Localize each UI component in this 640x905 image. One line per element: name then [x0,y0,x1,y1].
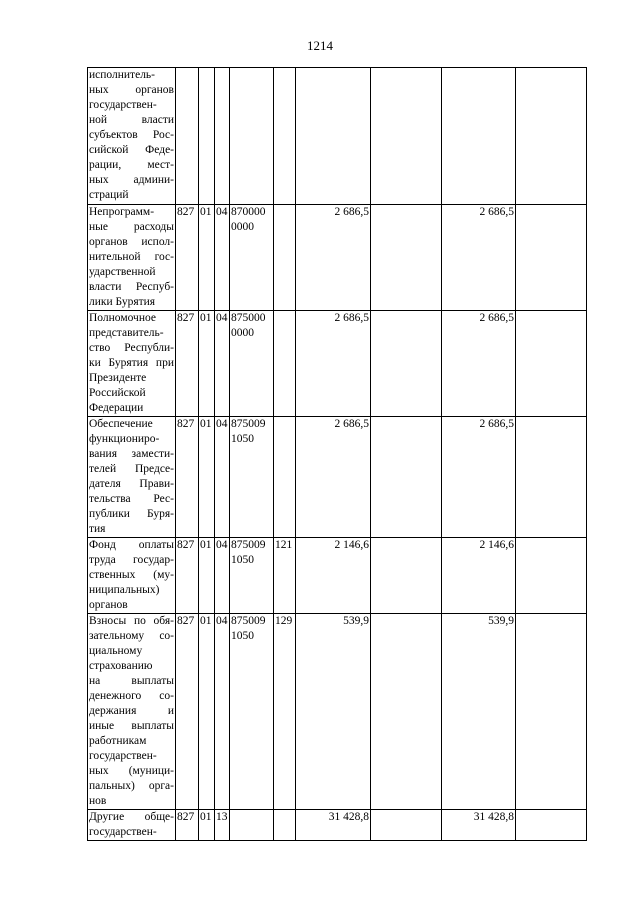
table-row [88,205,587,311]
empty-cell [516,417,587,538]
row-name [88,614,176,810]
row-name-line: ных (муници- [89,765,174,777]
amount-2: 2 146,6 [442,538,516,614]
amount-2: 31 428,8 [442,810,516,841]
row-name [88,810,176,841]
row-name-line: Полномочное [89,312,156,324]
row-name-line: государствен- [89,99,157,111]
target-article-code [230,68,274,205]
amount-2 [442,68,516,205]
expense-type-code [274,417,296,538]
row-name-line: ство Республи- [89,342,174,354]
expense-type-code [274,205,296,311]
empty-cell [516,205,587,311]
amount-1: 2 686,5 [296,205,371,311]
subsection-code: 04 [215,538,230,614]
row-name-line: Президенте [89,372,147,384]
table-body [88,68,587,841]
row-name-line: Федерации [89,402,144,414]
table-row [88,417,587,538]
ministry-code: 827 [176,205,199,311]
subsection-code: 04 [215,614,230,810]
expense-type-code: 129 [274,614,296,810]
row-name-line: циальному [89,645,143,657]
empty-cell [516,614,587,810]
section-code: 01 [199,614,215,810]
subsection-code [215,68,230,205]
row-name-line: органов [89,599,128,611]
subsection-code: 04 [215,205,230,311]
target-article-code [230,205,274,311]
row-name-line: ные расходы [89,221,174,233]
row-name-line: Российской [89,387,146,399]
row-name [88,311,176,417]
target-article-line: 1050 [231,630,254,642]
row-name-line: Взносы по обя- [89,615,174,627]
amount-1 [296,68,371,205]
ministry-code: 827 [176,417,199,538]
row-name-line: ной власти [89,114,174,126]
table-row [88,614,587,810]
empty-cell [371,311,442,417]
section-code: 01 [199,417,215,538]
ministry-code: 827 [176,810,199,841]
row-name-line: государствен- [89,826,157,838]
row-name-line: иные выплаты [89,720,174,732]
row-name-line: государствен- [89,750,157,762]
target-article-line: 875009 [231,539,266,551]
row-name-line: страций [89,189,129,201]
section-code: 01 [199,538,215,614]
row-name-line: власти Респуб- [89,281,174,293]
target-article-line: 870000 [231,206,266,218]
ministry-code: 827 [176,614,199,810]
amount-1: 31 428,8 [296,810,371,841]
table-row [88,311,587,417]
row-name-line: тия [89,523,106,535]
empty-cell [371,68,442,205]
row-name-line: ки Бурятия при [89,357,174,369]
row-name-line: ственных (му- [89,569,174,581]
target-article-code [230,810,274,841]
empty-cell [371,614,442,810]
section-code: 01 [199,205,215,311]
target-article-line: 875000 [231,312,266,324]
empty-cell [371,417,442,538]
row-name-line: лики Бурятия [89,296,156,308]
empty-cell [516,538,587,614]
ministry-code: 827 [176,538,199,614]
row-name-line: труда государ- [89,554,174,566]
section-code: 01 [199,810,215,841]
target-article-line: 875009 [231,418,266,430]
row-name-line: органов испол- [89,236,174,248]
row-name-line: денежного со- [89,690,174,702]
subsection-code: 04 [215,311,230,417]
row-name-line: телей Предсе- [89,463,174,475]
row-name-line: субъектов Рос- [89,129,174,141]
row-name-line: ударственной [89,266,156,278]
row-name-line: тельства Рес- [89,493,174,505]
row-name-line: Непрограмм- [89,206,155,218]
row-name-line: ных органов [89,84,174,96]
row-name-line: ниципальных) [89,584,160,596]
row-name-line: исполнитель- [89,69,156,81]
expense-type-code: 121 [274,538,296,614]
empty-cell [516,810,587,841]
row-name [88,417,176,538]
target-article-line: 0000 [231,221,254,233]
ministry-code: 827 [176,311,199,417]
row-name-line: нов [89,795,107,807]
row-name-line: сийской Феде- [89,144,174,156]
row-name-line: нительной гос- [89,251,174,263]
amount-2: 539,9 [442,614,516,810]
row-name-line: страхованию [89,660,153,672]
target-article-code [230,417,274,538]
expense-type-code [274,810,296,841]
row-name-line: рации, мест- [89,159,174,171]
expense-type-code [274,311,296,417]
empty-cell [516,311,587,417]
row-name [88,68,176,205]
amount-2: 2 686,5 [442,205,516,311]
empty-cell [371,538,442,614]
table-row [88,68,587,205]
amount-1: 2 686,5 [296,417,371,538]
section-code [199,68,215,205]
row-name-line: функциониро- [89,433,160,445]
amount-1: 2 146,6 [296,538,371,614]
row-name [88,538,176,614]
amount-2: 2 686,5 [442,311,516,417]
empty-cell [371,205,442,311]
target-article-code [230,614,274,810]
row-name [88,205,176,311]
target-article-line: 1050 [231,554,254,566]
row-name-line: публики Буря- [89,508,174,520]
section-code: 01 [199,311,215,417]
subsection-code: 13 [215,810,230,841]
row-name-line: зательному со- [89,630,174,642]
row-name-line: Фонд оплаты [89,539,174,551]
subsection-code: 04 [215,417,230,538]
row-name-line: держания и [89,705,174,717]
row-name-line: на выплаты [89,675,174,687]
ministry-code [176,68,199,205]
target-article-code [230,538,274,614]
row-name-line: вания замести- [89,448,174,460]
table-row [88,810,587,841]
amount-1: 2 686,5 [296,311,371,417]
row-name-line: дателя Прави- [89,478,174,490]
expense-type-code [274,68,296,205]
page-number: 1214 [307,38,333,53]
budget-table [87,67,587,841]
row-name-line: пальных) орга- [89,780,174,792]
row-name-line: Обеспечение [89,418,153,430]
empty-cell [371,810,442,841]
empty-cell [516,68,587,205]
target-article-line: 875009 [231,615,266,627]
row-name-line: ных админи- [89,174,174,186]
target-article-code [230,311,274,417]
row-name-line: представитель- [89,327,164,339]
row-name-line: работникам [89,735,147,747]
amount-1: 539,9 [296,614,371,810]
target-article-line: 0000 [231,327,254,339]
target-article-line: 1050 [231,433,254,445]
row-name-line: Другие обще- [89,811,174,823]
table-row [88,538,587,614]
amount-2: 2 686,5 [442,417,516,538]
